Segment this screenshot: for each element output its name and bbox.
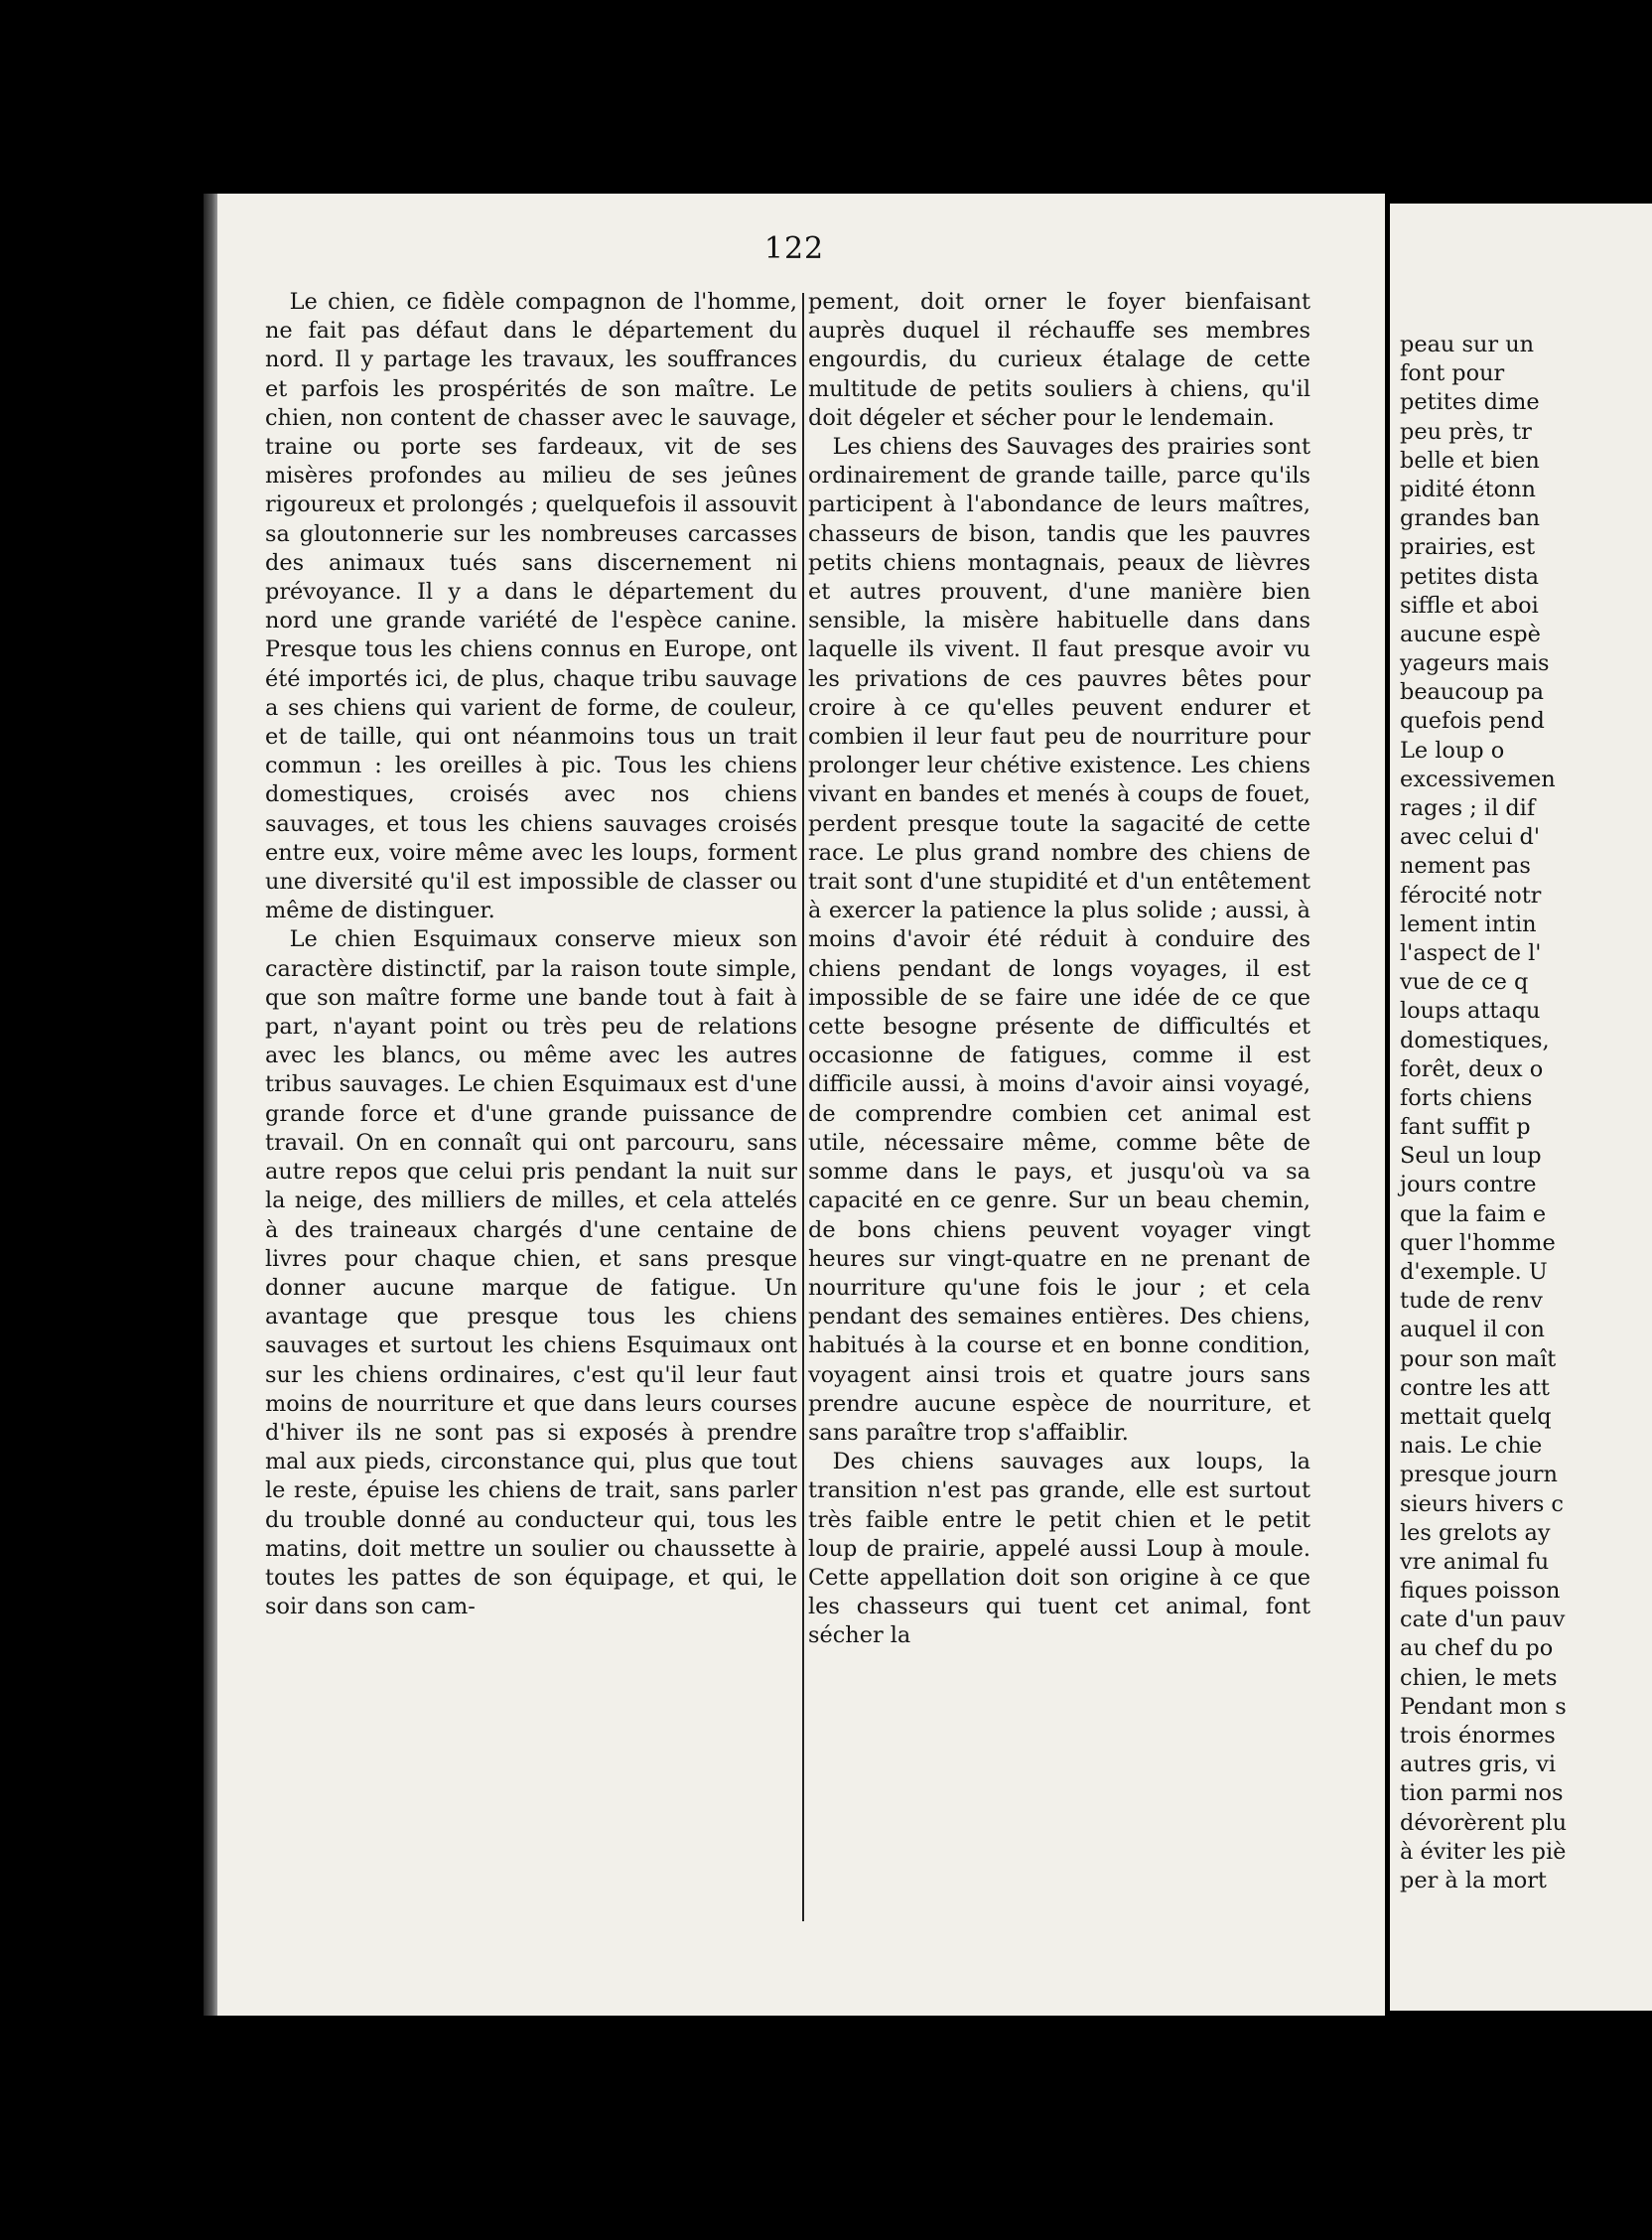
- fragment-line: chien, le mets: [1400, 1664, 1558, 1691]
- left-text-column: [265, 288, 797, 1621]
- fragment-line: quer l'homme: [1400, 1229, 1556, 1256]
- fragment-line: lement intin: [1400, 910, 1537, 937]
- fragment-line: à éviter les piè: [1400, 1838, 1567, 1865]
- fragment-line: yageurs mais: [1400, 650, 1550, 677]
- fragment-line: les grelots ay: [1400, 1519, 1551, 1546]
- fragment-line: fant suffit p: [1400, 1114, 1531, 1141]
- fragment-line: grandes ban: [1400, 505, 1541, 532]
- fragment-line: Pendant mon s: [1400, 1693, 1567, 1720]
- fragment-line: tion parmi nos: [1400, 1780, 1564, 1807]
- fragment-line: per à la mort: [1400, 1867, 1547, 1893]
- fragment-line: auquel il con: [1400, 1317, 1545, 1343]
- fragment-line: quefois pend: [1400, 708, 1545, 735]
- fragment-line: d'exemple. U: [1400, 1259, 1548, 1285]
- next-page-text: [1400, 331, 1652, 1895]
- fragment-line: aucune espè: [1400, 621, 1541, 647]
- fragment-line: au chef du po: [1400, 1635, 1554, 1662]
- fragment-line: peu près, tr: [1400, 418, 1532, 445]
- fragment-line: forts chiens: [1400, 1084, 1533, 1111]
- fragment-line: domestiques,: [1400, 1027, 1550, 1053]
- fragment-line: nement pas: [1400, 853, 1531, 880]
- fragment-line: beaucoup pa: [1400, 679, 1544, 706]
- fragment-line: contre les att: [1400, 1374, 1550, 1401]
- fragment-line: font pour: [1400, 360, 1505, 387]
- fragment-line: vre animal fu: [1400, 1548, 1550, 1575]
- fragment-line: presque journ: [1400, 1462, 1558, 1488]
- fragment-line: belle et bien: [1400, 447, 1540, 474]
- fragment-line: férocité notr: [1400, 882, 1542, 909]
- fragment-line: autres gris, vi: [1400, 1751, 1557, 1778]
- fragment-line: Le loup o: [1400, 737, 1505, 764]
- paragraph: Les chiens des Sauvages des prairies sont ordinairement de grande taille, parce qu'ils participent à l'abondance de leurs maîtres, chasseurs de bison, tandis que les pauvres petits chiens montagnais, peaux de lièvres et autres prouvent, d'une manière bien sensible, la misère habituelle dans dans laquelle ils vivent. Il faut presque avoir vu les privations de ces pauvres bêtes pour croire à ce qu'elles peuvent endurer et combien il leur faut peu de nourriture pour prolonger leur chétive existence. Les chiens vivant en bandes et menés à coups de fouet, perdent presque toute la sagacité de cette race. Le plus grand nombre des chiens de trait sont d'une stupidité et d'un entêtement à exercer la patience la plus solide ; aussi, à moins d'avoir été réduit à conduire des chiens pendant de longs voyages, il est impossible de se faire une idée de ce que cette besogne présente de difficultés et occasionne de fatigues, comme il est difficile aussi, à moins d'avoir ainsi voyagé, de comprendre combien cet animal est utile, nécessaire même, comme bête de somme dans le pays, et jusqu'où va sa capacité en ce genre. Sur un beau chemin, de bons chiens peuvent voyager vingt heures sur vingt-quatre en ne prenant de nourriture qu'une fois le jour ; et cela pendant des semaines entières. Des chiens, habitués à la course et en bonne condition, voyagent ainsi trois et quatre jours sans prendre aucune espèce de nourriture, et sans paraître trop s'affaiblir.: [808, 434, 1310, 1446]
- fragment-line: pour son maît: [1400, 1345, 1557, 1372]
- paragraph: Le chien, ce fidèle compagnon de l'homme, ne fait pas défaut dans le département du nord. Il y partage les travaux, les souffrances et parfois les prospérités de son maître. Le chien, non content de chasser avec le sauvage, traine ou porte ses fardeaux, vit de ses misères profondes au milieu de ses jeûnes rigoureux et prolongés ; quelquefois il assouvit sa gloutonnerie sur les nombreuses carcasses des animaux tués sans discernement ni prévoyance. Il y a dans le département du nord une grande variété de l'espèce canine. Presque tous les chiens connus en Europe, ont été importés ici, de plus, chaque tribu sauvage a ses chiens qui varient de forme, de couleur, et de taille, qui ont néanmoins tous un trait commun : les oreilles à pic. Tous les chiens domestiques, croisés avec nos chiens sauvages, et tous les chiens sauvages croisés entre eux, voire même avec les loups, forment une diversité qu'il est impossible de classer ou même de distinguer.: [265, 289, 797, 924]
- fragment-line: petites dista: [1400, 563, 1539, 590]
- fragment-line: l'aspect de l': [1400, 939, 1542, 966]
- fragment-line: avec celui d': [1400, 824, 1541, 851]
- left-page: [204, 194, 1385, 2016]
- paragraph: Des chiens sauvages aux loups, la transition n'est pas grande, elle est surtout très faible entre le petit chien et le petit loup de prairie, appelé aussi Loup à moule. Cette appellation doit son origine à ce que les chasseurs qui tuent cet animal, font sécher la: [808, 1449, 1310, 1649]
- fragment-line: jours contre: [1400, 1172, 1537, 1198]
- fragment-line: vue de ce q: [1400, 969, 1529, 996]
- fragment-line: sieurs hivers c: [1400, 1490, 1564, 1517]
- page-number: 122: [763, 231, 825, 266]
- fragment-line: trois énormes: [1400, 1723, 1556, 1749]
- fragment-line: forêt, deux o: [1400, 1055, 1544, 1082]
- fragment-line: tude de renv: [1400, 1288, 1543, 1315]
- fragment-line: cate d'un pauv: [1400, 1607, 1566, 1633]
- fragment-line: nais. Le chie: [1400, 1433, 1543, 1460]
- fragment-line: que la faim e: [1400, 1200, 1547, 1227]
- fragment-line: prairies, est: [1400, 534, 1536, 561]
- fragment-line: dévorèrent plu: [1400, 1809, 1568, 1836]
- fragment-line: petites dime: [1400, 389, 1540, 416]
- fragment-line: Seul un loup: [1400, 1143, 1542, 1170]
- fragment-line: siffle et aboi: [1400, 592, 1539, 619]
- fragment-line: loups attaqu: [1400, 998, 1541, 1025]
- column-divider: [802, 293, 804, 1921]
- fragment-line: mettait quelq: [1400, 1403, 1552, 1430]
- fragment-line: pidité étonn: [1400, 476, 1536, 502]
- paragraph: pement, doit orner le foyer bienfaisant auprès duquel il réchauffe ses membres engourdis, du curieux étalage de cette multitude de petits souliers à chiens, qu'il doit dégeler et sécher pour le lendemain.: [808, 289, 1310, 431]
- fragment-line: fiques poisson: [1400, 1578, 1561, 1605]
- right-text-column: [808, 288, 1310, 1651]
- fragment-line: rages ; il dif: [1400, 795, 1536, 821]
- paragraph: Le chien Esquimaux conserve mieux son caractère distinctif, par la raison toute simple, que son maître forme une bande tout à fait à part, n'ayant point ou très peu de relations avec les blancs, ou même avec les autres tribus sauvages. Le chien Esquimaux est d'une grande force et d'une grande puissance de travail. On en connaît qui ont parcouru, sans autre repos que celui pris pendant la nuit sur la neige, des milliers de milles, et cela attelés à des traineaux chargés d'une centaine de livres pour chaque chien, et sans presque donner aucune marque de fatigue. Un avantage que presque tous les chiens sauvages et surtout les chiens Esquimaux ont sur les chiens ordinaires, c'est qu'il leur faut moins de nourriture et que dans leurs courses d'hiver ils ne sont pas si exposés à prendre mal aux pieds, circonstance qui, plus que tout le reste, épuise les chiens de trait, sans parler du trouble donné au conducteur qui, tous les matins, doit mettre un soulier ou chaussette à toutes les pattes de son équipage, et qui, le soir dans son cam-: [265, 926, 797, 1620]
- next-page-fragment: [1390, 204, 1652, 2011]
- fragment-line: excessivemen: [1400, 766, 1556, 792]
- fragment-line: peau sur un: [1400, 332, 1535, 357]
